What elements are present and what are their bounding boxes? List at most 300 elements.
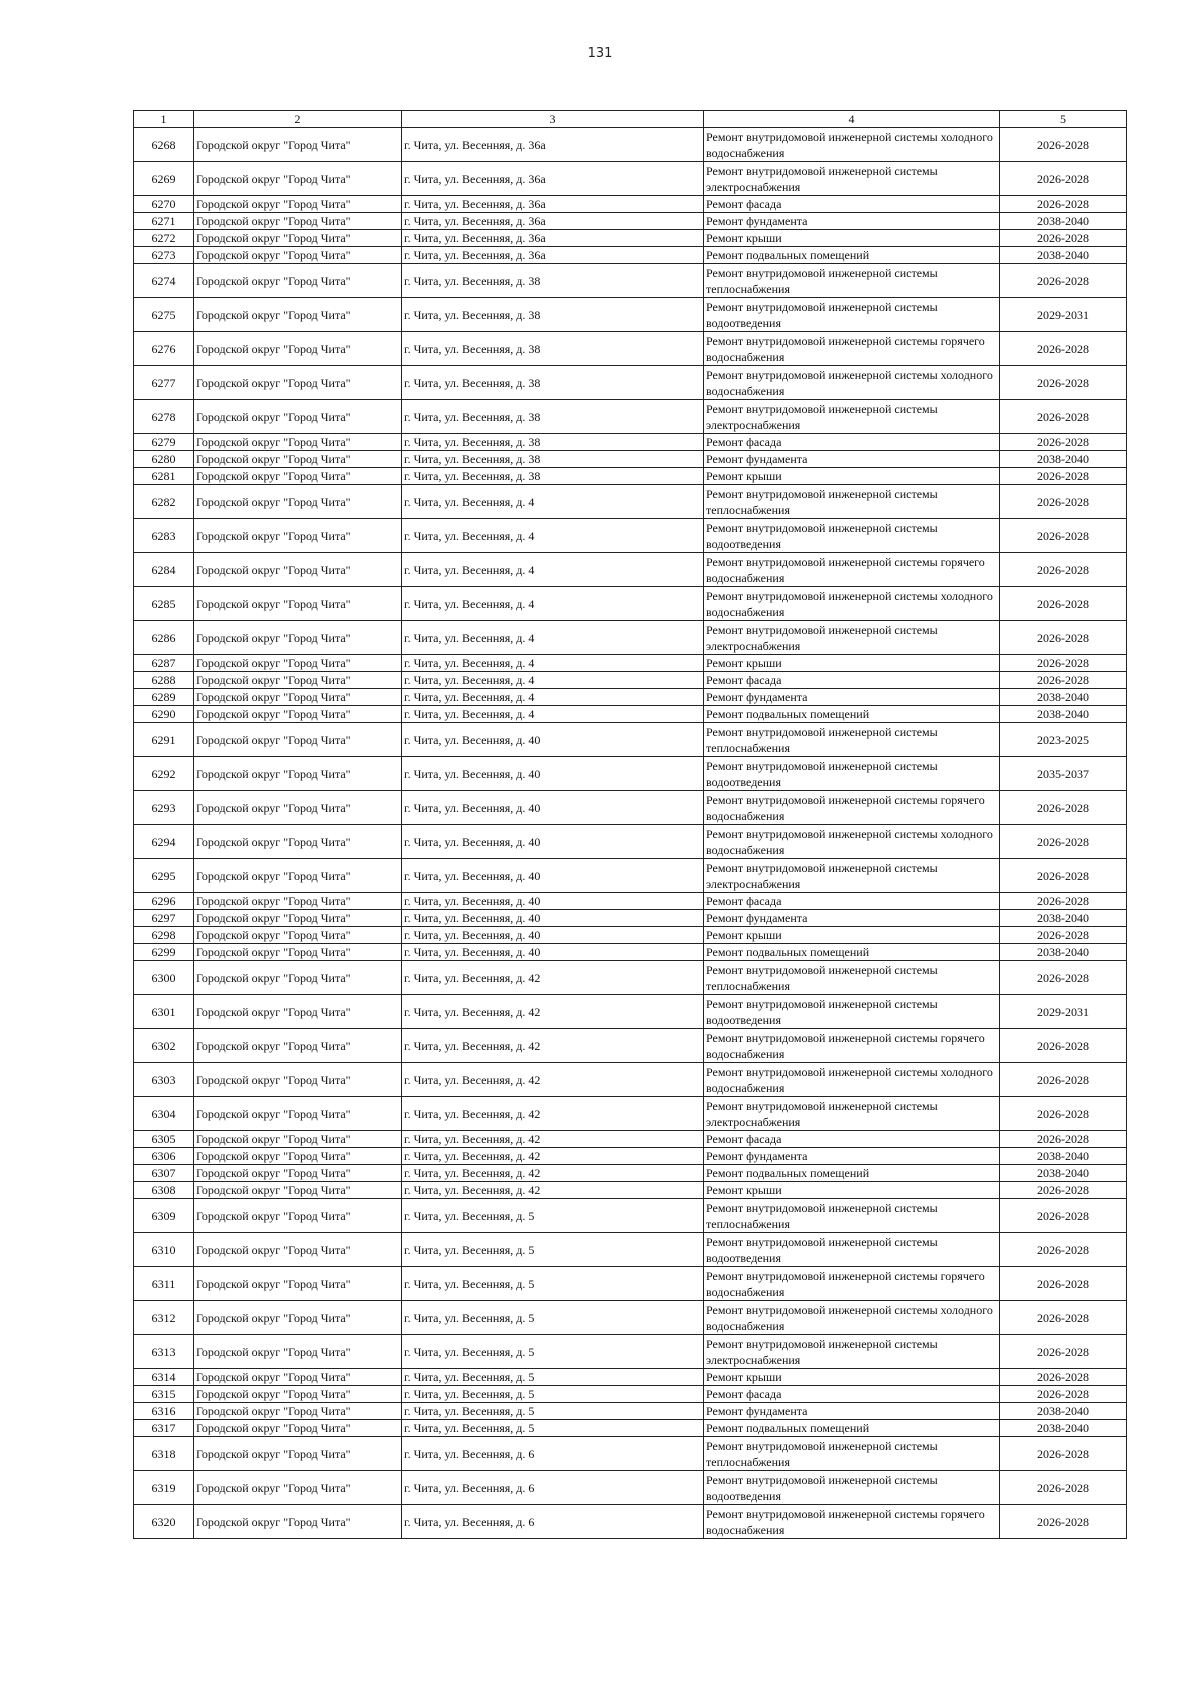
column-number-row [134, 111, 1127, 128]
row-number: 6304 [134, 1097, 194, 1131]
municipality-cell: Городской округ "Город Чита" [194, 910, 402, 927]
address-cell: г. Чита, ул. Весенняя, д. 4 [402, 553, 704, 587]
work-type-cell: Ремонт внутридомовой инженерной системы водоотведения [704, 1233, 1000, 1267]
work-type-cell: Ремонт фасада [704, 672, 1000, 689]
work-type-cell: Ремонт подвальных помещений [704, 1420, 1000, 1437]
municipality-cell: Городской округ "Город Чита" [194, 757, 402, 791]
period-cell: 2026-2028 [1000, 1029, 1127, 1063]
row-number: 6287 [134, 655, 194, 672]
row-number: 6289 [134, 689, 194, 706]
table-row [134, 332, 1127, 366]
row-number: 6306 [134, 1148, 194, 1165]
row-number: 6269 [134, 162, 194, 196]
table-row [134, 1386, 1127, 1403]
period-cell: 2026-2028 [1000, 1131, 1127, 1148]
work-type-cell: Ремонт фасада [704, 196, 1000, 213]
work-type-cell: Ремонт фундамента [704, 1148, 1000, 1165]
row-number: 6292 [134, 757, 194, 791]
table-row [134, 1029, 1127, 1063]
address-cell: г. Чита, ул. Весенняя, д. 4 [402, 689, 704, 706]
row-number: 6317 [134, 1420, 194, 1437]
work-type-cell: Ремонт подвальных помещений [704, 706, 1000, 723]
period-cell: 2038-2040 [1000, 1165, 1127, 1182]
period-cell: 2026-2028 [1000, 366, 1127, 400]
address-cell: г. Чита, ул. Весенняя, д. 40 [402, 791, 704, 825]
work-type-cell: Ремонт внутридомовой инженерной системы водоотведения [704, 995, 1000, 1029]
table-row [134, 434, 1127, 451]
table-row [134, 1505, 1127, 1539]
period-cell: 2026-2028 [1000, 264, 1127, 298]
work-type-cell: Ремонт фундамента [704, 689, 1000, 706]
row-number: 6301 [134, 995, 194, 1029]
address-cell: г. Чита, ул. Весенняя, д. 6 [402, 1505, 704, 1539]
address-cell: г. Чита, ул. Весенняя, д. 6 [402, 1471, 704, 1505]
work-type-cell: Ремонт внутридомовой инженерной системы горячего водоснабжения [704, 791, 1000, 825]
table-row [134, 723, 1127, 757]
work-type-cell: Ремонт фасада [704, 1131, 1000, 1148]
table-row [134, 1471, 1127, 1505]
address-cell: г. Чита, ул. Весенняя, д. 5 [402, 1420, 704, 1437]
municipality-cell: Городской округ "Город Чита" [194, 451, 402, 468]
period-cell: 2026-2028 [1000, 1301, 1127, 1335]
work-type-cell: Ремонт внутридомовой инженерной системы электроснабжения [704, 859, 1000, 893]
work-type-cell: Ремонт внутридомовой инженерной системы электроснабжения [704, 1335, 1000, 1369]
municipality-cell: Городской округ "Город Чита" [194, 791, 402, 825]
work-type-cell: Ремонт внутридомовой инженерной системы горячего водоснабжения [704, 1267, 1000, 1301]
municipality-cell: Городской округ "Город Чита" [194, 1369, 402, 1386]
table-row [134, 1182, 1127, 1199]
municipality-cell: Городской округ "Город Чита" [194, 1301, 402, 1335]
work-type-cell: Ремонт внутридомовой инженерной системы холодного водоснабжения [704, 1301, 1000, 1335]
work-type-cell: Ремонт крыши [704, 655, 1000, 672]
period-cell: 2026-2028 [1000, 1182, 1127, 1199]
row-number: 6313 [134, 1335, 194, 1369]
row-number: 6282 [134, 485, 194, 519]
period-cell: 2026-2028 [1000, 230, 1127, 247]
address-cell: г. Чита, ул. Весенняя, д. 5 [402, 1199, 704, 1233]
address-cell: г. Чита, ул. Весенняя, д. 4 [402, 672, 704, 689]
municipality-cell: Городской округ "Город Чита" [194, 264, 402, 298]
period-cell: 2026-2028 [1000, 655, 1127, 672]
table-row [134, 451, 1127, 468]
row-number: 6272 [134, 230, 194, 247]
municipality-cell: Городской округ "Город Чита" [194, 468, 402, 485]
row-number: 6283 [134, 519, 194, 553]
table-row [134, 400, 1127, 434]
table-row [134, 757, 1127, 791]
work-type-cell: Ремонт крыши [704, 927, 1000, 944]
row-number: 6277 [134, 366, 194, 400]
municipality-cell: Городской округ "Город Чита" [194, 213, 402, 230]
work-type-cell: Ремонт внутридомовой инженерной системы теплоснабжения [704, 961, 1000, 995]
column-header: 2 [194, 111, 402, 128]
period-cell: 2026-2028 [1000, 1199, 1127, 1233]
table-row [134, 485, 1127, 519]
address-cell: г. Чита, ул. Весенняя, д. 40 [402, 944, 704, 961]
address-cell: г. Чита, ул. Весенняя, д. 40 [402, 859, 704, 893]
period-cell: 2038-2040 [1000, 1420, 1127, 1437]
work-type-cell: Ремонт внутридомовой инженерной системы электроснабжения [704, 400, 1000, 434]
table-row [134, 264, 1127, 298]
period-cell: 2029-2031 [1000, 298, 1127, 332]
row-number: 6291 [134, 723, 194, 757]
address-cell: г. Чита, ул. Весенняя, д. 42 [402, 1097, 704, 1131]
table-row [134, 655, 1127, 672]
table-row [134, 1233, 1127, 1267]
table-row [134, 1335, 1127, 1369]
period-cell: 2026-2028 [1000, 587, 1127, 621]
municipality-cell: Городской округ "Город Чита" [194, 196, 402, 213]
period-cell: 2026-2028 [1000, 400, 1127, 434]
row-number: 6305 [134, 1131, 194, 1148]
period-cell: 2026-2028 [1000, 1369, 1127, 1386]
row-number: 6293 [134, 791, 194, 825]
period-cell: 2026-2028 [1000, 162, 1127, 196]
period-cell: 2026-2028 [1000, 1267, 1127, 1301]
period-cell: 2026-2028 [1000, 621, 1127, 655]
municipality-cell: Городской округ "Город Чита" [194, 1097, 402, 1131]
address-cell: г. Чита, ул. Весенняя, д. 38 [402, 400, 704, 434]
period-cell: 2026-2028 [1000, 927, 1127, 944]
period-cell: 2038-2040 [1000, 706, 1127, 723]
municipality-cell: Городской округ "Город Чита" [194, 519, 402, 553]
row-number: 6299 [134, 944, 194, 961]
repair-schedule-table [133, 110, 1127, 1539]
address-cell: г. Чита, ул. Весенняя, д. 4 [402, 621, 704, 655]
municipality-cell: Городской округ "Город Чита" [194, 961, 402, 995]
row-number: 6312 [134, 1301, 194, 1335]
work-type-cell: Ремонт фасада [704, 434, 1000, 451]
address-cell: г. Чита, ул. Весенняя, д. 36а [402, 230, 704, 247]
row-number: 6302 [134, 1029, 194, 1063]
address-cell: г. Чита, ул. Весенняя, д. 38 [402, 434, 704, 451]
row-number: 6268 [134, 128, 194, 162]
work-type-cell: Ремонт подвальных помещений [704, 944, 1000, 961]
row-number: 6284 [134, 553, 194, 587]
municipality-cell: Городской округ "Город Чита" [194, 366, 402, 400]
work-type-cell: Ремонт крыши [704, 1182, 1000, 1199]
table-row [134, 128, 1127, 162]
work-type-cell: Ремонт внутридомовой инженерной системы холодного водоснабжения [704, 1063, 1000, 1097]
table-row [134, 961, 1127, 995]
row-number: 6314 [134, 1369, 194, 1386]
row-number: 6308 [134, 1182, 194, 1199]
work-type-cell: Ремонт внутридомовой инженерной системы теплоснабжения [704, 1437, 1000, 1471]
municipality-cell: Городской округ "Город Чита" [194, 128, 402, 162]
municipality-cell: Городской округ "Город Чита" [194, 944, 402, 961]
period-cell: 2026-2028 [1000, 1097, 1127, 1131]
work-type-cell: Ремонт внутридомовой инженерной системы теплоснабжения [704, 1199, 1000, 1233]
work-type-cell: Ремонт внутридомовой инженерной системы теплоснабжения [704, 723, 1000, 757]
row-number: 6281 [134, 468, 194, 485]
municipality-cell: Городской округ "Город Чита" [194, 1233, 402, 1267]
address-cell: г. Чита, ул. Весенняя, д. 38 [402, 451, 704, 468]
row-number: 6319 [134, 1471, 194, 1505]
address-cell: г. Чита, ул. Весенняя, д. 40 [402, 723, 704, 757]
work-type-cell: Ремонт крыши [704, 468, 1000, 485]
address-cell: г. Чита, ул. Весенняя, д. 5 [402, 1369, 704, 1386]
work-type-cell: Ремонт внутридомовой инженерной системы холодного водоснабжения [704, 825, 1000, 859]
address-cell: г. Чита, ул. Весенняя, д. 36а [402, 213, 704, 230]
address-cell: г. Чита, ул. Весенняя, д. 42 [402, 1148, 704, 1165]
municipality-cell: Городской округ "Город Чита" [194, 162, 402, 196]
table-row [134, 1165, 1127, 1182]
table-row [134, 162, 1127, 196]
row-number: 6285 [134, 587, 194, 621]
period-cell: 2026-2028 [1000, 859, 1127, 893]
table-row [134, 553, 1127, 587]
municipality-cell: Городской округ "Город Чита" [194, 1267, 402, 1301]
period-cell: 2026-2028 [1000, 434, 1127, 451]
period-cell: 2026-2028 [1000, 128, 1127, 162]
address-cell: г. Чита, ул. Весенняя, д. 36а [402, 162, 704, 196]
table-row [134, 893, 1127, 910]
row-number: 6276 [134, 332, 194, 366]
work-type-cell: Ремонт внутридомовой инженерной системы горячего водоснабжения [704, 1505, 1000, 1539]
address-cell: г. Чита, ул. Весенняя, д. 42 [402, 1029, 704, 1063]
table-row [134, 995, 1127, 1029]
table-row [134, 468, 1127, 485]
row-number: 6310 [134, 1233, 194, 1267]
municipality-cell: Городской округ "Город Чита" [194, 1403, 402, 1420]
period-cell: 2038-2040 [1000, 213, 1127, 230]
row-number: 6318 [134, 1437, 194, 1471]
table-row [134, 196, 1127, 213]
row-number: 6297 [134, 910, 194, 927]
period-cell: 2038-2040 [1000, 1403, 1127, 1420]
municipality-cell: Городской округ "Город Чита" [194, 927, 402, 944]
row-number: 6296 [134, 893, 194, 910]
municipality-cell: Городской округ "Город Чита" [194, 1063, 402, 1097]
municipality-cell: Городской округ "Город Чита" [194, 1165, 402, 1182]
work-type-cell: Ремонт подвальных помещений [704, 1165, 1000, 1182]
table-row [134, 1097, 1127, 1131]
municipality-cell: Городской округ "Город Чита" [194, 1029, 402, 1063]
table-row [134, 213, 1127, 230]
municipality-cell: Городской округ "Город Чита" [194, 672, 402, 689]
municipality-cell: Городской округ "Город Чита" [194, 1335, 402, 1369]
period-cell: 2026-2028 [1000, 332, 1127, 366]
period-cell: 2026-2028 [1000, 485, 1127, 519]
period-cell: 2026-2028 [1000, 1471, 1127, 1505]
address-cell: г. Чита, ул. Весенняя, д. 38 [402, 264, 704, 298]
row-number: 6303 [134, 1063, 194, 1097]
period-cell: 2038-2040 [1000, 910, 1127, 927]
period-cell: 2035-2037 [1000, 757, 1127, 791]
row-number: 6290 [134, 706, 194, 723]
address-cell: г. Чита, ул. Весенняя, д. 5 [402, 1267, 704, 1301]
address-cell: г. Чита, ул. Весенняя, д. 42 [402, 1182, 704, 1199]
period-cell: 2026-2028 [1000, 196, 1127, 213]
municipality-cell: Городской округ "Город Чита" [194, 706, 402, 723]
period-cell: 2038-2040 [1000, 247, 1127, 264]
table-row [134, 519, 1127, 553]
table-row [134, 672, 1127, 689]
table-row [134, 927, 1127, 944]
municipality-cell: Городской округ "Город Чита" [194, 553, 402, 587]
municipality-cell: Городской округ "Город Чита" [194, 1505, 402, 1539]
address-cell: г. Чита, ул. Весенняя, д. 38 [402, 468, 704, 485]
address-cell: г. Чита, ул. Весенняя, д. 40 [402, 910, 704, 927]
period-cell: 2038-2040 [1000, 451, 1127, 468]
table-row [134, 1148, 1127, 1165]
address-cell: г. Чита, ул. Весенняя, д. 38 [402, 332, 704, 366]
table-row [134, 1131, 1127, 1148]
table-row [134, 910, 1127, 927]
municipality-cell: Городской округ "Город Чита" [194, 995, 402, 1029]
address-cell: г. Чита, ул. Весенняя, д. 36а [402, 247, 704, 264]
municipality-cell: Городской округ "Город Чита" [194, 1437, 402, 1471]
municipality-cell: Городской округ "Город Чита" [194, 434, 402, 451]
address-cell: г. Чита, ул. Весенняя, д. 4 [402, 485, 704, 519]
address-cell: г. Чита, ул. Весенняя, д. 40 [402, 893, 704, 910]
period-cell: 2038-2040 [1000, 944, 1127, 961]
work-type-cell: Ремонт фасада [704, 893, 1000, 910]
address-cell: г. Чита, ул. Весенняя, д. 4 [402, 655, 704, 672]
work-type-cell: Ремонт крыши [704, 230, 1000, 247]
municipality-cell: Городской округ "Город Чита" [194, 332, 402, 366]
municipality-cell: Городской округ "Город Чита" [194, 1182, 402, 1199]
work-type-cell: Ремонт внутридомовой инженерной системы холодного водоснабжения [704, 128, 1000, 162]
address-cell: г. Чита, ул. Весенняя, д. 5 [402, 1233, 704, 1267]
period-cell: 2026-2028 [1000, 961, 1127, 995]
work-type-cell: Ремонт внутридомовой инженерной системы холодного водоснабжения [704, 366, 1000, 400]
municipality-cell: Городской округ "Город Чита" [194, 1148, 402, 1165]
address-cell: г. Чита, ул. Весенняя, д. 5 [402, 1386, 704, 1403]
municipality-cell: Городской округ "Город Чита" [194, 247, 402, 264]
work-type-cell: Ремонт фундамента [704, 451, 1000, 468]
table-row [134, 1437, 1127, 1471]
period-cell: 2026-2028 [1000, 1437, 1127, 1471]
table-row [134, 1420, 1127, 1437]
address-cell: г. Чита, ул. Весенняя, д. 4 [402, 706, 704, 723]
table-row [134, 1267, 1127, 1301]
row-number: 6288 [134, 672, 194, 689]
address-cell: г. Чита, ул. Весенняя, д. 4 [402, 519, 704, 553]
work-type-cell: Ремонт внутридомовой инженерной системы водоотведения [704, 1471, 1000, 1505]
municipality-cell: Городской округ "Город Чита" [194, 893, 402, 910]
row-number: 6278 [134, 400, 194, 434]
table-row [134, 689, 1127, 706]
municipality-cell: Городской округ "Город Чита" [194, 1131, 402, 1148]
table-body [134, 128, 1127, 1539]
address-cell: г. Чита, ул. Весенняя, д. 42 [402, 995, 704, 1029]
row-number: 6316 [134, 1403, 194, 1420]
municipality-cell: Городской округ "Город Чита" [194, 859, 402, 893]
address-cell: г. Чита, ул. Весенняя, д. 40 [402, 757, 704, 791]
table-row [134, 1063, 1127, 1097]
municipality-cell: Городской округ "Город Чита" [194, 621, 402, 655]
table-row [134, 944, 1127, 961]
municipality-cell: Городской округ "Город Чита" [194, 723, 402, 757]
table-row [134, 247, 1127, 264]
row-number: 6280 [134, 451, 194, 468]
address-cell: г. Чита, ул. Весенняя, д. 38 [402, 366, 704, 400]
row-number: 6309 [134, 1199, 194, 1233]
address-cell: г. Чита, ул. Весенняя, д. 36а [402, 196, 704, 213]
address-cell: г. Чита, ул. Весенняя, д. 36а [402, 128, 704, 162]
row-number: 6275 [134, 298, 194, 332]
municipality-cell: Городской округ "Город Чита" [194, 689, 402, 706]
row-number: 6311 [134, 1267, 194, 1301]
work-type-cell: Ремонт внутридомовой инженерной системы электроснабжения [704, 621, 1000, 655]
row-number: 6307 [134, 1165, 194, 1182]
municipality-cell: Городской округ "Город Чита" [194, 400, 402, 434]
work-type-cell: Ремонт внутридомовой инженерной системы водоотведения [704, 757, 1000, 791]
municipality-cell: Городской округ "Город Чита" [194, 1420, 402, 1437]
row-number: 6294 [134, 825, 194, 859]
period-cell: 2026-2028 [1000, 893, 1127, 910]
municipality-cell: Городской округ "Город Чита" [194, 655, 402, 672]
table-row [134, 1301, 1127, 1335]
work-type-cell: Ремонт внутридомовой инженерной системы водоотведения [704, 298, 1000, 332]
work-type-cell: Ремонт внутридомовой инженерной системы водоотведения [704, 519, 1000, 553]
address-cell: г. Чита, ул. Весенняя, д. 42 [402, 1165, 704, 1182]
period-cell: 2038-2040 [1000, 1148, 1127, 1165]
address-cell: г. Чита, ул. Весенняя, д. 40 [402, 825, 704, 859]
row-number: 6295 [134, 859, 194, 893]
period-cell: 2026-2028 [1000, 791, 1127, 825]
work-type-cell: Ремонт фундамента [704, 213, 1000, 230]
period-cell: 2029-2031 [1000, 995, 1127, 1029]
column-header: 4 [704, 111, 1000, 128]
work-type-cell: Ремонт фасада [704, 1386, 1000, 1403]
period-cell: 2026-2028 [1000, 468, 1127, 485]
table-row [134, 587, 1127, 621]
row-number: 6270 [134, 196, 194, 213]
table-row [134, 825, 1127, 859]
row-number: 6274 [134, 264, 194, 298]
municipality-cell: Городской округ "Город Чита" [194, 587, 402, 621]
work-type-cell: Ремонт крыши [704, 1369, 1000, 1386]
period-cell: 2026-2028 [1000, 1505, 1127, 1539]
address-cell: г. Чита, ул. Весенняя, д. 42 [402, 1131, 704, 1148]
period-cell: 2023-2025 [1000, 723, 1127, 757]
municipality-cell: Городской округ "Город Чита" [194, 298, 402, 332]
row-number: 6320 [134, 1505, 194, 1539]
table-row [134, 230, 1127, 247]
table-row [134, 859, 1127, 893]
table-row [134, 1199, 1127, 1233]
period-cell: 2026-2028 [1000, 1335, 1127, 1369]
table-row [134, 1403, 1127, 1420]
period-cell: 2026-2028 [1000, 825, 1127, 859]
municipality-cell: Городской округ "Город Чита" [194, 1471, 402, 1505]
row-number: 6279 [134, 434, 194, 451]
row-number: 6315 [134, 1386, 194, 1403]
period-cell: 2026-2028 [1000, 1063, 1127, 1097]
period-cell: 2026-2028 [1000, 1386, 1127, 1403]
page-number: 131 [587, 46, 613, 61]
table-row [134, 366, 1127, 400]
address-cell: г. Чита, ул. Весенняя, д. 4 [402, 587, 704, 621]
work-type-cell: Ремонт подвальных помещений [704, 247, 1000, 264]
period-cell: 2026-2028 [1000, 672, 1127, 689]
work-type-cell: Ремонт внутридомовой инженерной системы теплоснабжения [704, 485, 1000, 519]
municipality-cell: Городской округ "Город Чита" [194, 1386, 402, 1403]
work-type-cell: Ремонт фундамента [704, 910, 1000, 927]
municipality-cell: Городской округ "Город Чита" [194, 825, 402, 859]
address-cell: г. Чита, ул. Весенняя, д. 5 [402, 1403, 704, 1420]
work-type-cell: Ремонт фундамента [704, 1403, 1000, 1420]
table-row [134, 791, 1127, 825]
column-header: 1 [134, 111, 194, 128]
address-cell: г. Чита, ул. Весенняя, д. 38 [402, 298, 704, 332]
period-cell: 2038-2040 [1000, 689, 1127, 706]
municipality-cell: Городской округ "Город Чита" [194, 485, 402, 519]
address-cell: г. Чита, ул. Весенняя, д. 40 [402, 927, 704, 944]
address-cell: г. Чита, ул. Весенняя, д. 6 [402, 1437, 704, 1471]
